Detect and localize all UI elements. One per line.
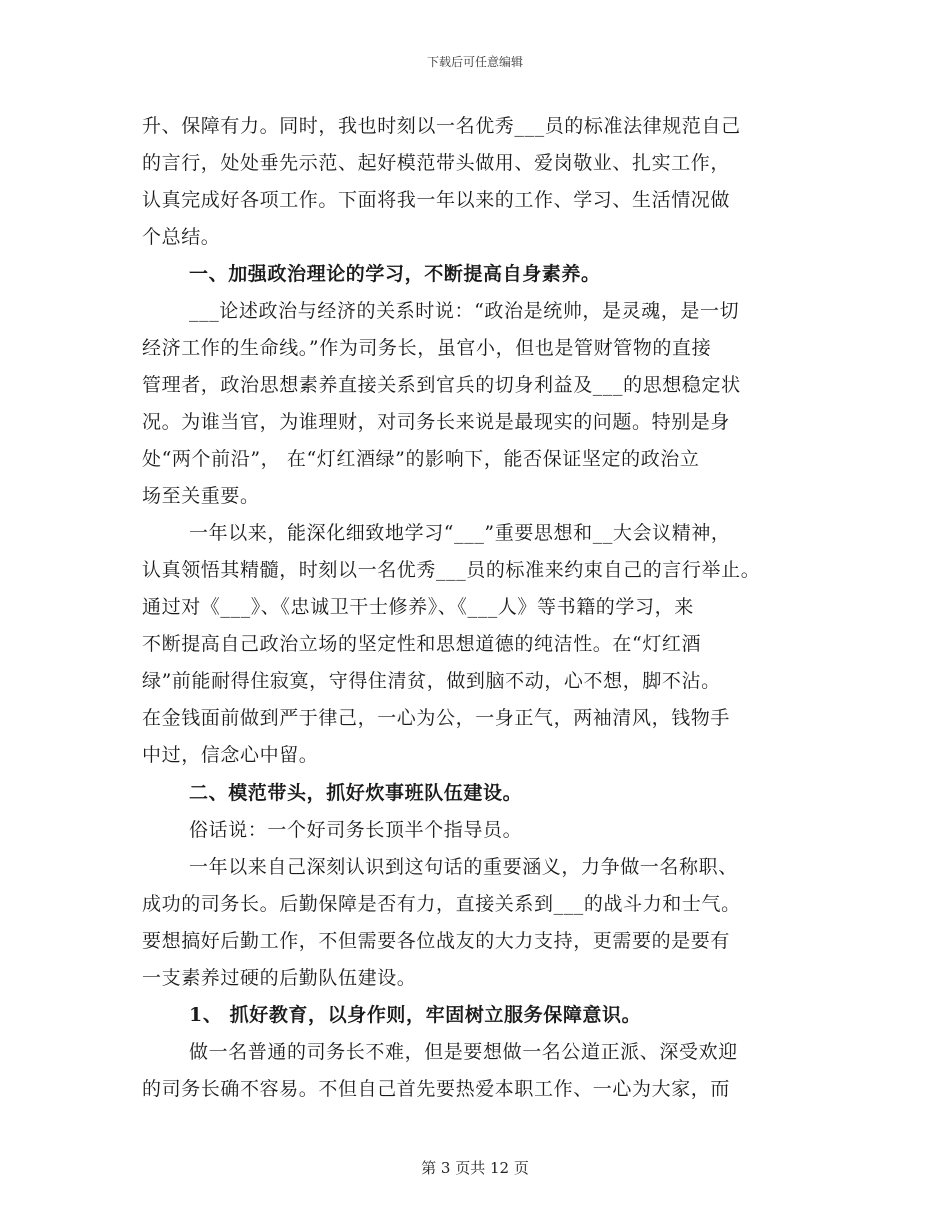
text-line: 的司务长确不容易。不但自己首先要热爱本职工作、一心为大家，而	[142, 1078, 731, 1100]
text-line: 一年以来自己深刻认识到这句话的重要涵义，力争做一名称职、	[189, 856, 738, 878]
text-line: 一年以来，能深化细致地学习“___”重要思想和__大会议精神，	[189, 522, 731, 544]
text-line: 认真领悟其精髓，时刻以一名优秀___员的标准来约束自己的言行举止。	[142, 559, 761, 581]
text-line: 成功的司务长。后勤保障是否有力，直接关系到___的战斗力和士气。	[142, 893, 741, 915]
text-line: 中过，信念心中留。	[142, 744, 319, 766]
text-line: 的言行，处处垂先示范、起好模范带头做用、爱岗敬业、扎实工作，	[142, 152, 731, 174]
text-line: 通过对《___》、《忠诚卫干士修养》、《___人》等书籍的学习，来	[142, 596, 694, 618]
page-footer: 第 3 页共 12 页	[421, 1159, 529, 1177]
text-line: 场至关重要。	[142, 485, 260, 507]
text-line: 管理者，政治思想素养直接关系到官兵的切身利益及___的思想稳定状	[142, 374, 741, 396]
text-line: 一支素养过硬的后勤队伍建设。	[142, 967, 417, 989]
section-heading-2: 二、模范带头，抓好炊事班队伍建设。	[189, 782, 523, 804]
text-line: 俗话说：一个好司务长顶半个指导员。	[189, 819, 523, 841]
text-line: 不断提高自己政治立场的坚定性和思想道德的纯洁性。在“灯红酒	[142, 633, 702, 655]
text-line: 要想搞好后勤工作，不但需要各位战友的大力支持，更需要的是要有	[142, 930, 731, 952]
text-line: 个总结。	[142, 226, 221, 248]
text-line: 况。为谁当官，为谁理财，对司务长来说是最现实的问题。特别是身	[142, 411, 731, 433]
text-line: 做一名普通的司务长不难，但是要想做一名公道正派、深受欢迎	[189, 1041, 738, 1063]
text-line: 绿”前能耐得住寂寞，守得住清贫，做到脑不动，心不想，脚不沾。	[142, 670, 721, 692]
text-line: 认真完成好各项工作。下面将我一年以来的工作、学习、生活情况做	[142, 189, 731, 211]
text-line: 升、保障有力。同时，我也时刻以一名优秀___员的标准法律规范自己	[142, 115, 741, 137]
page-header: 下载后可任意编辑	[426, 55, 523, 69]
text-line: 处“两个前沿”， 在“灯红酒绿”的影响下，能否保证坚定的政治立	[142, 448, 700, 470]
text-line: 在金钱面前做到严于律己，一心为公，一身正气，两袖清风，钱物手	[142, 707, 731, 729]
section-heading-1: 一、加强政治理论的学习，不断提高自身素养。	[189, 263, 601, 285]
text-line: 经济工作的生命线。”作为司务长，虽官小，但也是管财管物的直接	[142, 337, 712, 359]
text-line: ___论述政治与经济的关系时说：“政治是统帅，是灵魂，是一切	[189, 300, 740, 322]
subsection-heading-1: 1、 抓好教育，以身作则，牢固树立服务保障意识。	[189, 1004, 642, 1026]
